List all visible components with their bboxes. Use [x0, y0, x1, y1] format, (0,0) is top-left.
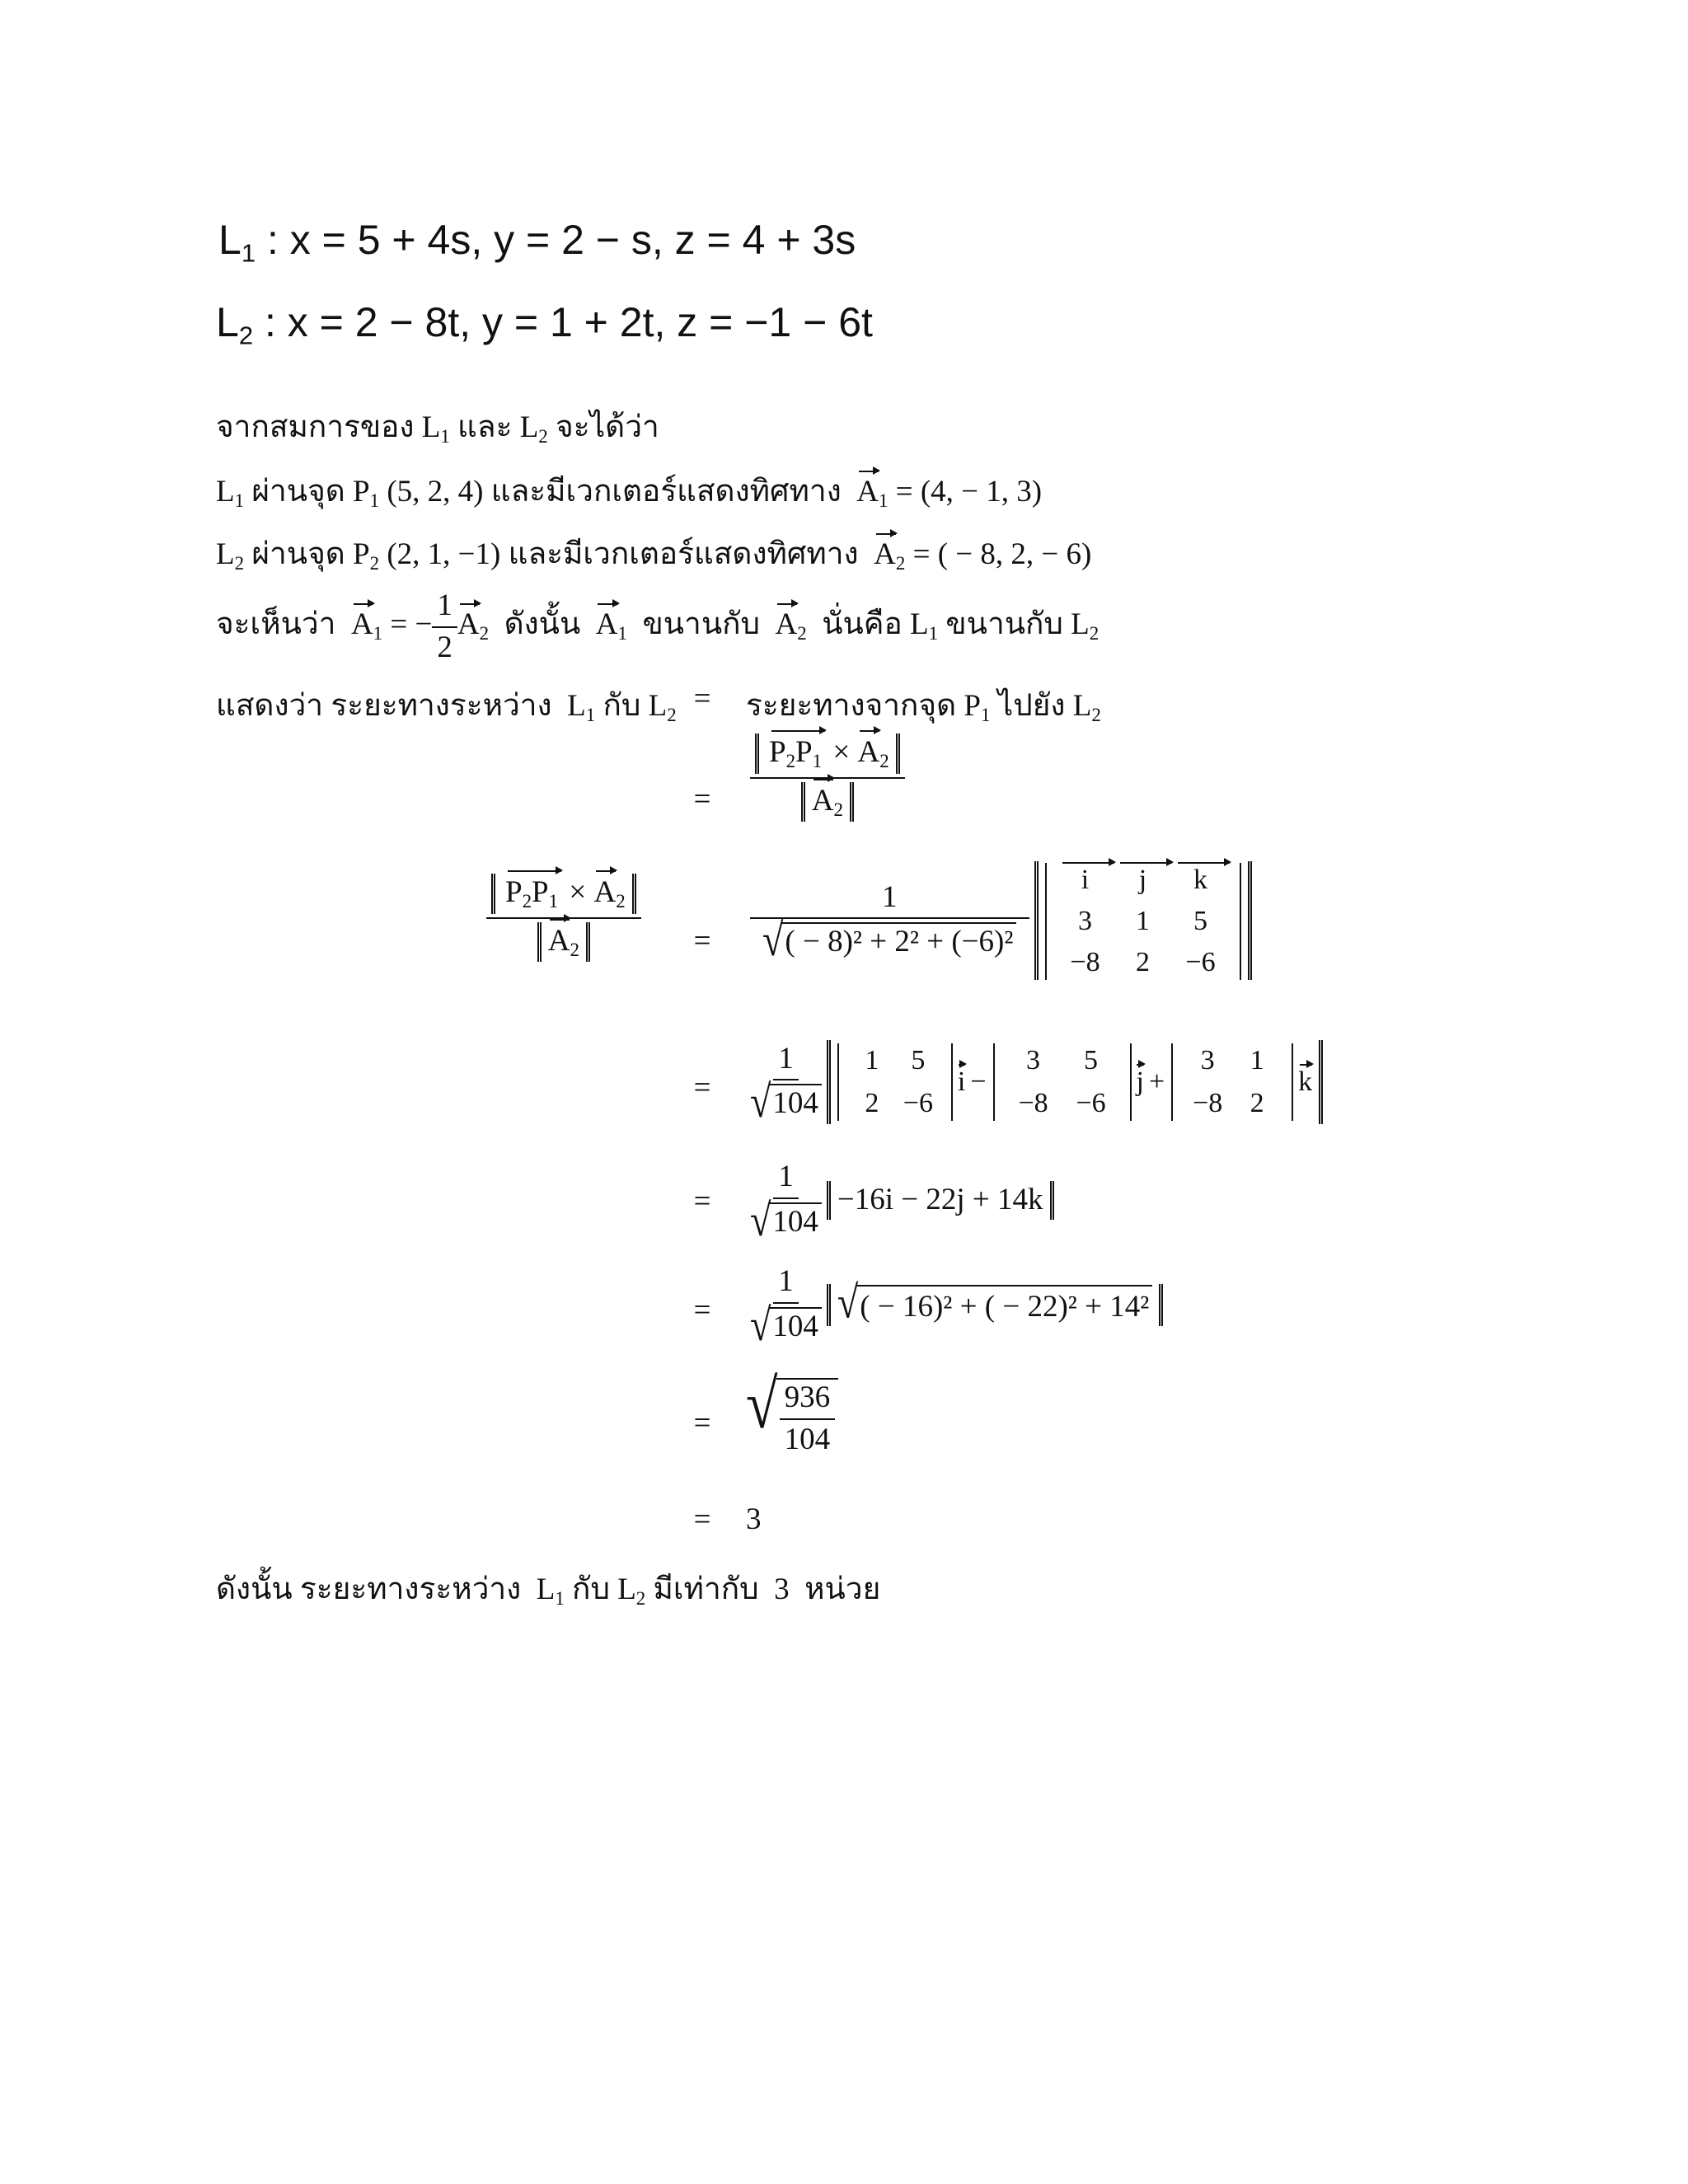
a1-value: = (4, − 1, 3): [895, 475, 1043, 509]
half-fraction: $\frac{1}{2}$: [432, 589, 457, 664]
equals-sign: =: [693, 924, 711, 958]
minor-1: 1 5 2 −6: [837, 1043, 953, 1121]
cross-result-step: 1 √ 104 −16i − 22j + 14k: [750, 1160, 1054, 1240]
conclusion: ดังนั้น ระยะทางระหว่าง $L_1$ กับ $L_2$ มีเท่ากับ 3 หน่วย: [216, 1572, 881, 1609]
minor-3: 3 1 −8 2: [1171, 1043, 1293, 1121]
magnitude-step: 1 √ 104 √ ( − 16)² + ( − 22)² + 14²: [750, 1265, 1163, 1345]
sqrt-fraction-step: √ $\frac{936}{104}$: [746, 1378, 838, 1456]
distance-formula-left: $\frac{P_2P_1 \times A_2}{A_2}$: [486, 874, 641, 962]
l1-point: (5, 2, 4): [387, 475, 484, 509]
equals-sign: =: [693, 1184, 711, 1218]
intro-line: จากสมการของ $L_1$ และ $L_2$ จะได้ว่า: [216, 410, 659, 447]
determinant-matrix: i j k 3 1 5 −8 2 −6: [1045, 863, 1241, 980]
determinant-step: 1 √ ( − 8)² + 2² + (−6)² i j k 3 1 5 −8 2 −6: [750, 861, 1252, 980]
distance-point-to-line: ระยะทางจากจุด $P_1$ ไปยัง $L_2$: [746, 689, 1101, 725]
equals-sign: =: [693, 1071, 711, 1104]
minor-2: 3 5 −8 −6: [993, 1043, 1132, 1121]
l2-point: (2, 1, −1): [387, 537, 501, 571]
conclusion-value: 3: [774, 1572, 790, 1606]
cross-result: −16i − 22j + 14k: [827, 1181, 1054, 1219]
show-distance-line: แสดงว่า ระยะทางระหว่าง $L_1$ กับ $L_2$: [216, 689, 677, 725]
parallel-statement: จะเห็นว่า $A_1$ = − $\frac{1}{2}$ $A_2$ ดังนั้น $A_1$ ขนานกับ $A_2$ นั่นคือ $L_1$ ขนานกับ $L_2$: [216, 588, 1100, 664]
l1-info: $L_1$ ผ่านจุด $P_1$ (5, 2, 4) และมีเวกเตอร์แสดงทิศทาง $A_1 = (4$, − 1, 3): [216, 475, 1043, 511]
line-l1-equation: $L_1$ : x = 5 + 4s, y = 2 − s, z = 4 + 3s: [218, 217, 856, 268]
line-l2-equation: $L_2$ : x = 2 − 8t, y = 1 + 2t, z = −1 − 6t: [216, 299, 873, 350]
final-value: 3: [746, 1502, 762, 1536]
a2-value: = ( − 8, 2, − 6): [912, 537, 1092, 571]
l2-info: $L_2$ ผ่านจุด $P_2$ (2, 1, −1) และมีเวกเตอร์แสดงทิศทาง $A_2$ = ( − 8, 2, − 6): [216, 537, 1092, 574]
expansion-step: 1 √ 104 1 5 2 −6 i − 3 5 −8 −6 j + 3 1 −8 2 k: [750, 1040, 1323, 1124]
equals-sign: =: [693, 1293, 711, 1327]
distance-formula: $\frac{P_2P_1 \times A_2}{A_2}$: [750, 733, 905, 822]
equals-sign: =: [693, 782, 711, 816]
equals-sign: =: [693, 1502, 711, 1536]
equals-sign: =: [693, 682, 711, 715]
equals-sign: =: [693, 1406, 711, 1440]
